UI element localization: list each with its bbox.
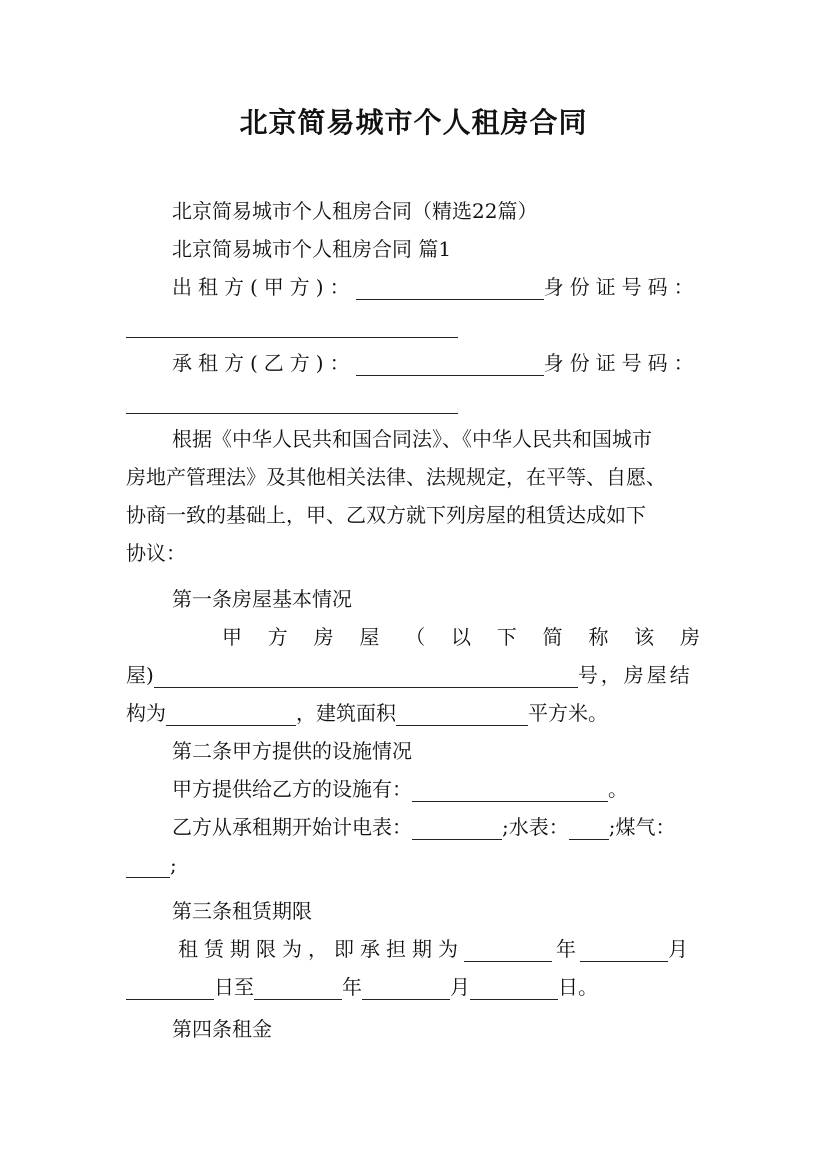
article-1-line-3 — [126, 694, 700, 732]
text-run: 。 — [608, 777, 628, 801]
end-day-blank[interactable] — [470, 975, 558, 1000]
text-run: 乙方从承租期开始计电表： — [172, 815, 412, 839]
text-run: 号，房屋结 — [577, 663, 693, 687]
start-month-blank[interactable] — [580, 937, 668, 962]
text-char: 该 — [634, 625, 655, 649]
text-run: ;煤气： — [608, 815, 676, 839]
text-run: 日。 — [558, 975, 598, 999]
lessor-id-label: 身份证号码： — [543, 275, 700, 299]
article-3-heading: 第三条租赁期限 — [172, 899, 312, 923]
article-1-line-1 — [222, 618, 700, 656]
text-char: 称 — [588, 625, 609, 649]
lessee-id-label: 身份证号码： — [543, 351, 700, 375]
end-month-blank[interactable] — [362, 975, 450, 1000]
lessee-id-blank[interactable] — [126, 389, 458, 414]
text-run: 租赁期限为，即承担期为 — [178, 937, 464, 961]
article-2-heading: 第二条甲方提供的设施情况 — [172, 739, 412, 763]
structure-blank[interactable] — [166, 701, 296, 726]
lessor-name-blank[interactable] — [356, 275, 544, 300]
lessor-line — [172, 268, 700, 306]
preamble-line-3: 协商一致的基础上，甲、乙双方就下列房屋的租赁达成如下 — [126, 503, 646, 527]
lessor-id-blank[interactable] — [126, 313, 458, 338]
lessee-name-blank[interactable] — [356, 351, 544, 376]
article-2-line-2 — [172, 808, 700, 846]
text-char: 屋 — [359, 625, 380, 649]
article-3-line-1 — [172, 930, 700, 968]
preamble-line-1: 根据《中华人民共和国合同法》、《中华人民共和国城市 — [172, 427, 652, 451]
section-heading: 北京简易城市个人租房合同 篇1 — [172, 237, 452, 261]
text-char: 以 — [450, 625, 471, 649]
text-run: ;水表： — [502, 815, 569, 839]
text-run: ，建筑面积 — [296, 701, 396, 725]
lessee-id-line — [126, 382, 700, 420]
preamble-line-4: 协议： — [126, 541, 186, 565]
facilities-blank[interactable] — [412, 777, 608, 802]
floor-area-blank[interactable] — [396, 701, 528, 726]
electric-meter-blank[interactable] — [412, 815, 502, 840]
text-run: 月 — [450, 975, 470, 999]
text-char: 下 — [496, 625, 517, 649]
article-1-heading: 第一条房屋基本情况 — [172, 587, 352, 611]
article-4-heading: 第四条租金 — [172, 1017, 272, 1041]
end-year-blank[interactable] — [254, 975, 342, 1000]
text-char: 方 — [267, 625, 288, 649]
text-char: 房 — [679, 625, 700, 649]
water-meter-blank[interactable] — [569, 815, 609, 840]
text-run: 年 — [342, 975, 362, 999]
start-day-blank[interactable] — [126, 975, 214, 1000]
lessor-id-line — [126, 306, 700, 344]
gas-meter-blank[interactable] — [126, 853, 170, 878]
preamble-line-2: 房地产管理法》及其他相关法律、法规规定，在平等、自愿、 — [126, 465, 666, 489]
text-char: （ — [405, 625, 426, 649]
text-run: 屋) — [126, 663, 154, 687]
article-2-line-3 — [126, 846, 700, 884]
text-run: 月 — [668, 937, 688, 961]
text-run: 日至 — [214, 975, 254, 999]
text-run: 平方米。 — [528, 701, 608, 725]
lessee-line — [172, 344, 700, 382]
text-run: 甲方提供给乙方的设施有： — [172, 777, 412, 801]
start-year-blank[interactable] — [464, 937, 552, 962]
lessee-label: 承租方(乙方)： — [172, 351, 356, 375]
document-heading: 北京简易城市个人租房合同（精选22篇） — [172, 199, 538, 223]
article-2-line-1 — [172, 770, 700, 808]
article-3-line-2 — [126, 968, 700, 1006]
text-run: 年 — [556, 937, 576, 961]
text-run: 构为 — [126, 701, 166, 725]
house-address-blank[interactable] — [154, 663, 578, 688]
text-run: ; — [170, 853, 177, 877]
article-1-line-2 — [126, 656, 700, 694]
lessor-label: 出租方(甲方)： — [172, 275, 356, 299]
page-title: 北京简易城市个人租房合同 — [239, 106, 588, 139]
text-char: 甲 — [222, 625, 242, 649]
text-char: 简 — [542, 625, 563, 649]
text-char: 房 — [313, 625, 334, 649]
